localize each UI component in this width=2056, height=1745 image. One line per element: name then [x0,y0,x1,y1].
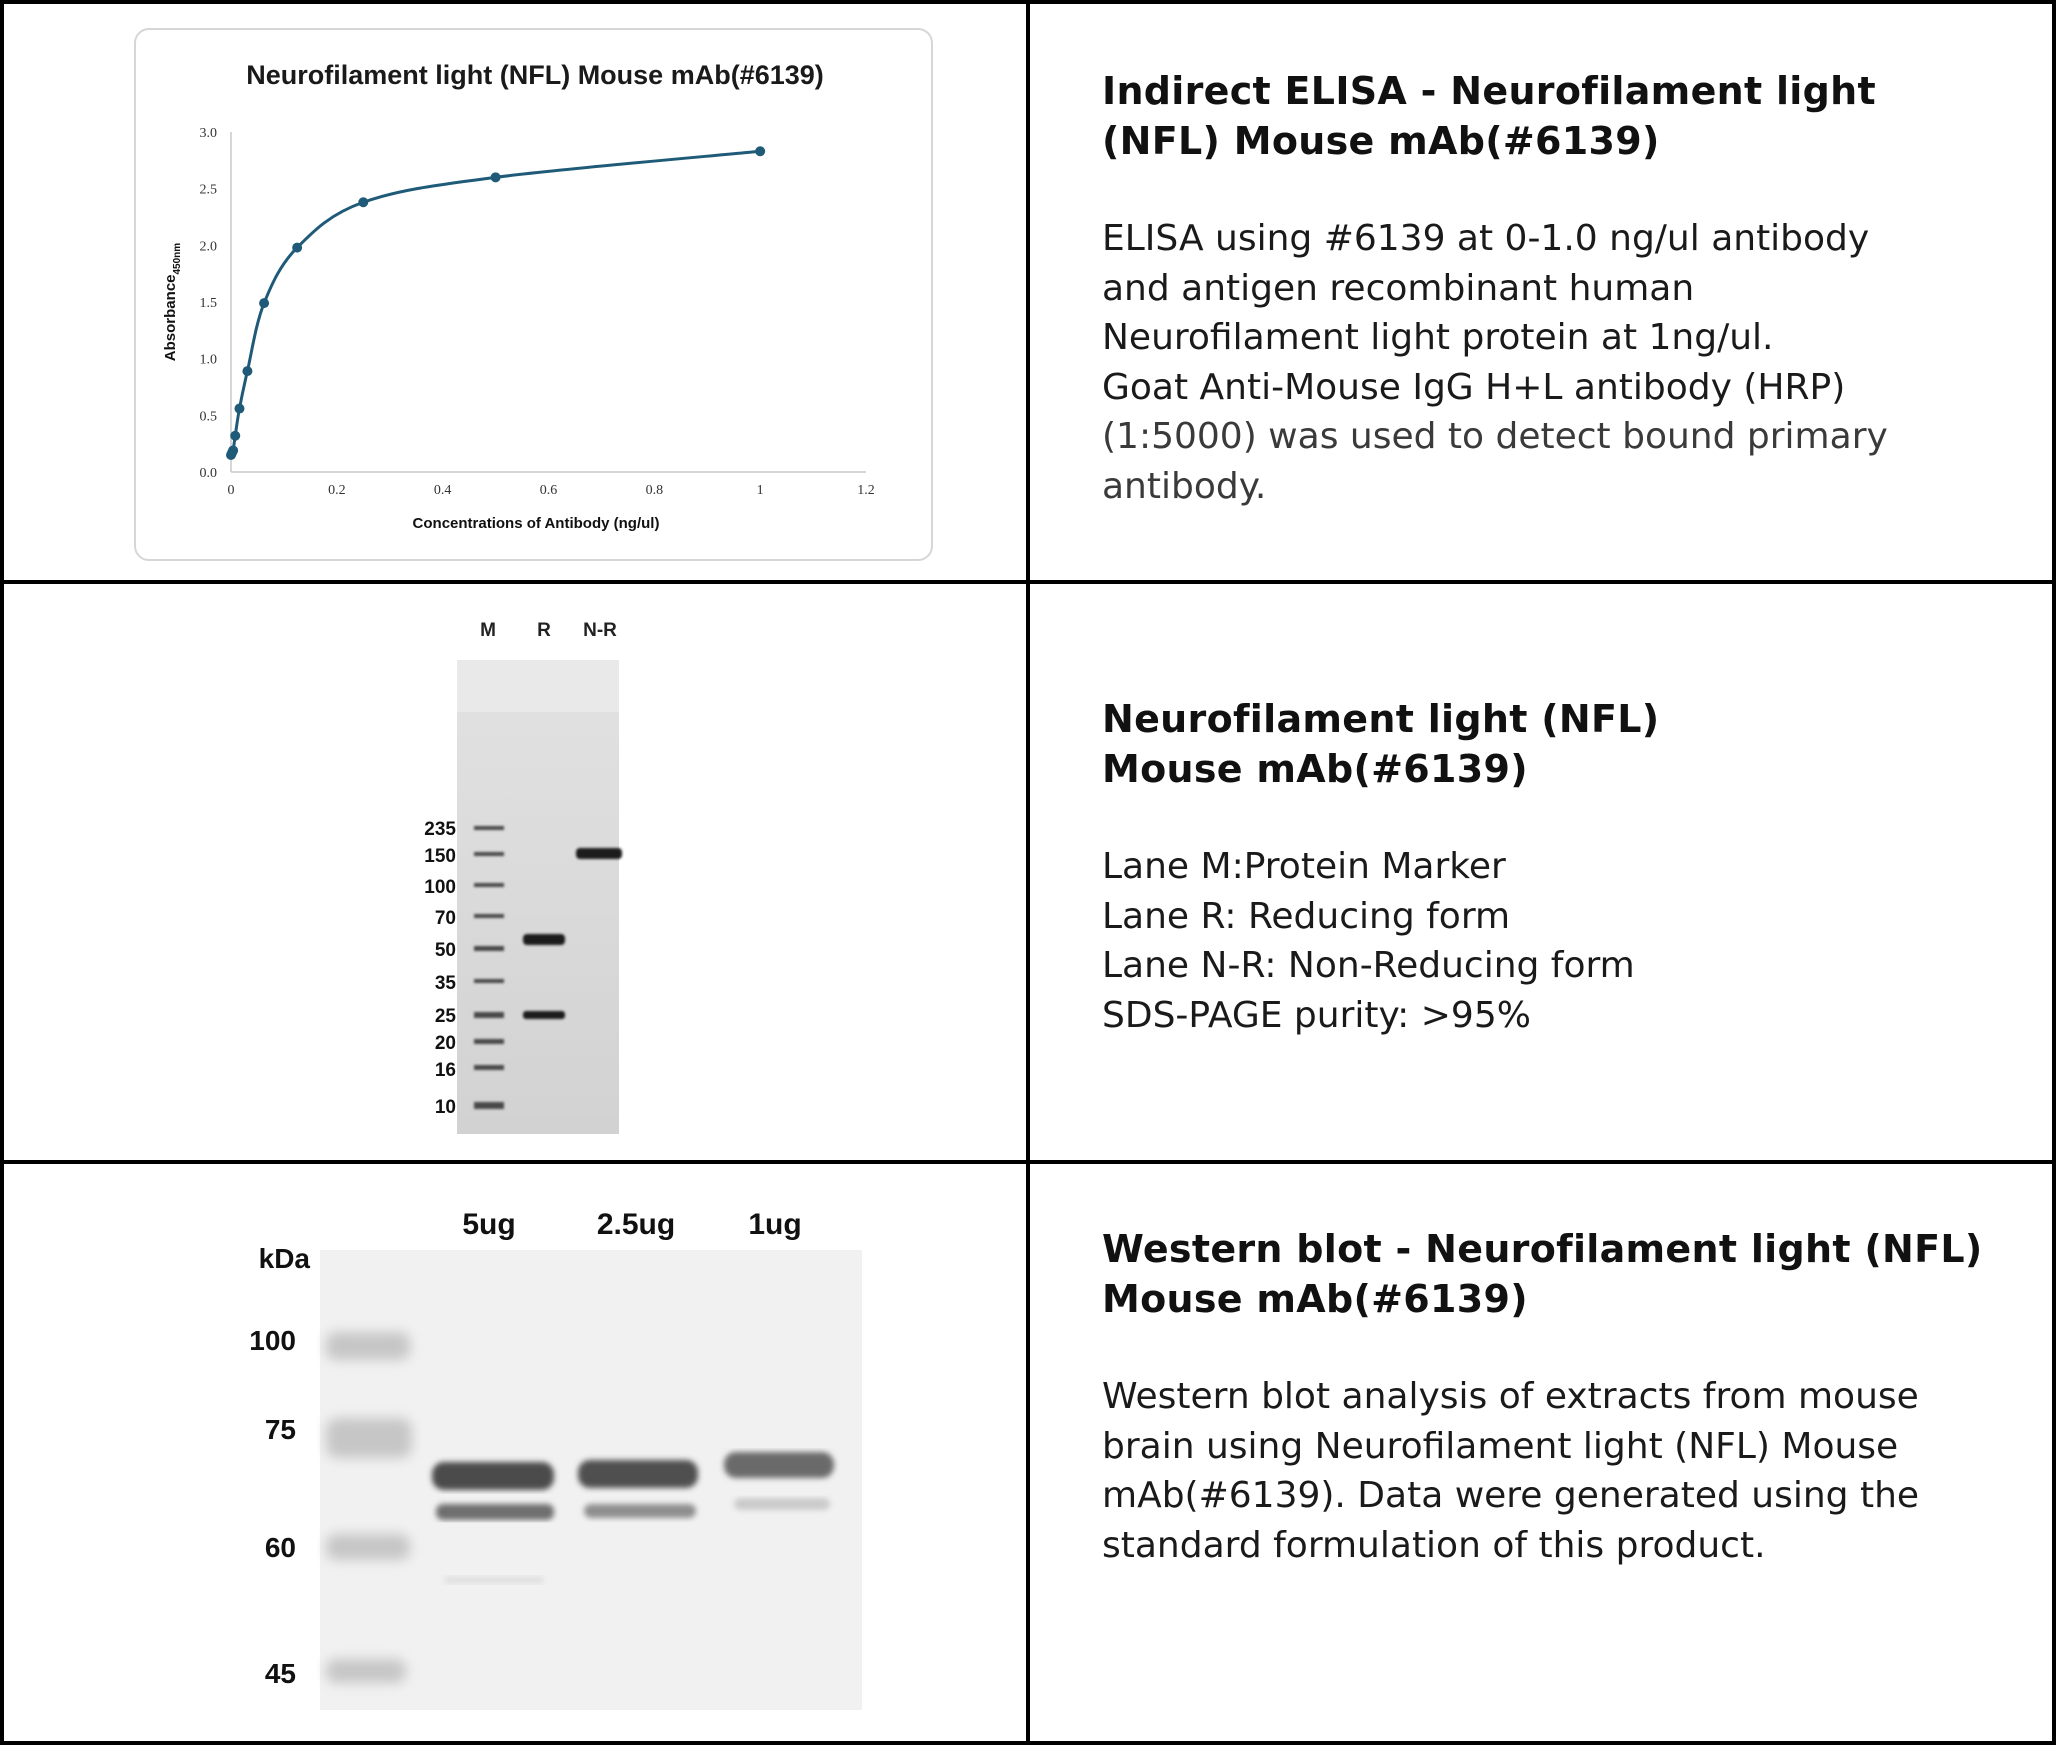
marker-150: 150 [424,846,456,867]
lane-label-r: R [537,620,551,641]
x-axis-label: Concentrations of Antibody (ng/ul) [412,515,660,532]
sds-page-line-1: Lane M:Protein Marker [1102,846,1506,887]
wb-marker-labels [249,1325,296,1689]
data-point [292,243,302,253]
ladder-band [326,1659,406,1683]
data-point [228,445,238,455]
western-blot-cell [4,1164,1026,1741]
ladder-band [326,1332,410,1360]
lower-band-5ug [436,1504,554,1520]
reducing-light-chain-band [523,1011,565,1019]
elisa-line-3: Neurofilament light protein at 1ng/ul. [1102,317,1774,358]
sds-page-line-4: SDS-PAGE purity: >95% [1102,994,1531,1036]
lane-label-m: M [480,620,496,641]
wb-lane-label-1ug: 1ug [748,1208,802,1241]
western-blot-line-2: brain using Neurofilament light (NFL) Mouse [1102,1425,1899,1467]
wb-marker-45: 45 [264,1658,296,1689]
marker-16: 16 [434,1060,456,1081]
marker-labels [424,819,456,1118]
marker-band [474,852,504,856]
wb-marker-100: 100 [249,1325,296,1356]
sds-page-line-2: Lane R: Reducing form [1102,895,1511,937]
marker-band [474,1065,504,1070]
y-tick-label: 0.5 [199,409,217,425]
x-tick-label: 0.6 [539,483,558,498]
marker-25: 25 [434,1006,456,1027]
western-blot-description [1102,1224,2022,1704]
marker-band [474,826,504,830]
y-tick-label: 1.0 [199,352,217,368]
data-point [230,431,240,441]
x-tick-label: 0.8 [645,483,664,498]
data-point [491,172,501,182]
upper-band-5ug [432,1462,554,1490]
western-blot-line-3: mAb(#6139). Data were generated using the [1102,1475,1920,1516]
western-blot-line-1: Western blot analysis of extracts from mouse [1102,1376,1919,1417]
elisa-body [1102,214,2022,511]
elisa-line-5: (1:5000) was used to detect bound primary [1102,416,1888,457]
non-reducing-band [576,848,622,859]
x-tick-label: 0.4 [433,483,452,498]
elisa-chart [4,4,1026,580]
marker-10: 10 [434,1097,456,1118]
data-point [234,404,244,414]
y-tick-label: 2.0 [199,239,217,255]
wb-marker-75: 75 [264,1414,296,1445]
y-tick-label: 3.0 [199,126,217,141]
marker-70: 70 [434,908,456,929]
wb-unit-label: kDa [258,1243,310,1274]
data-point [755,146,765,156]
data-point [259,298,269,308]
x-tick-label: 0.2 [328,483,346,498]
ladder-band [326,1418,412,1458]
wb-lane-label-5ug: 5ug [462,1208,516,1241]
elisa-heading: Indirect ELISA - Neurofilament light (NFL) Mouse mAb(#6139) [1102,69,1876,163]
data-point [242,366,252,376]
lower-band-2-5ug [584,1504,696,1518]
y-axis-label-main: Absorbance [162,274,179,362]
western-blot-body [1102,1372,2022,1570]
x-tick-label: 0 [227,483,235,498]
marker-band [474,1012,504,1018]
elisa-line-4: Goat Anti-Mouse IgG H+L antibody (HRP) [1102,366,1846,408]
sds-page-heading: Neurofilament light (NFL) Mouse mAb(#6139) [1102,697,1660,791]
marker-50: 50 [434,940,456,961]
border-middle [1026,0,1030,1745]
sds-page-cell [4,584,1026,1160]
wb-marker-60: 60 [264,1532,296,1563]
y-axis-label-sub: 450nm [172,242,183,275]
upper-band-2-5ug [578,1460,698,1488]
marker-35: 35 [434,973,456,994]
sds-page-gel-figure [4,584,1026,1160]
y-tick-label: 2.5 [199,182,217,198]
data-point [358,197,368,207]
sds-page-line-3: Lane N-R: Non-Reducing form [1102,945,1635,986]
gel-top-well-region [457,660,619,712]
chart-title: Neurofilament light (NFL) Mouse mAb(#6139) [246,60,824,90]
marker-band [474,1039,504,1044]
marker-235: 235 [424,819,456,840]
marker-band [474,1102,504,1109]
lower-band-1ug [734,1498,830,1510]
faint-band-5ug [444,1576,544,1584]
y-tick-label: 1.5 [199,296,217,311]
marker-band [474,914,504,918]
elisa-chart-cell [4,4,1026,580]
x-tick-label: 1 [756,483,764,498]
lane-label-nr: N-R [583,620,617,641]
western-blot-line-4: standard formulation of this product. [1102,1524,1766,1566]
elisa-line-6: antibody. [1102,465,1267,507]
gel [457,660,619,1134]
elisa-line-2: and antigen recombinant human [1102,267,1695,309]
western-blot-heading: Western blot - Neurofilament light (NFL) Mouse mAb(#6139) [1102,1227,1983,1321]
marker-band [474,946,504,951]
ladder-band [326,1534,410,1560]
y-tick-label: 0.0 [199,466,217,481]
x-tick-label: 1.2 [857,483,875,498]
reducing-heavy-chain-band [523,934,565,945]
upper-band-1ug [724,1452,834,1478]
sds-page-body [1102,842,2022,1040]
chart-frame [135,29,932,560]
elisa-description [1102,66,2022,566]
marker-20: 20 [434,1033,456,1054]
sds-page-description [1102,694,2022,1134]
marker-band [474,979,504,983]
border-right [2052,0,2056,1745]
wb-lane-label-2-5ug: 2.5ug [596,1208,676,1241]
elisa-line-1: ELISA using #6139 at 0-1.0 ng/ul antibody [1102,218,1870,259]
marker-band [474,883,504,887]
western-blot-figure [4,1164,1026,1741]
marker-100: 100 [424,877,456,898]
